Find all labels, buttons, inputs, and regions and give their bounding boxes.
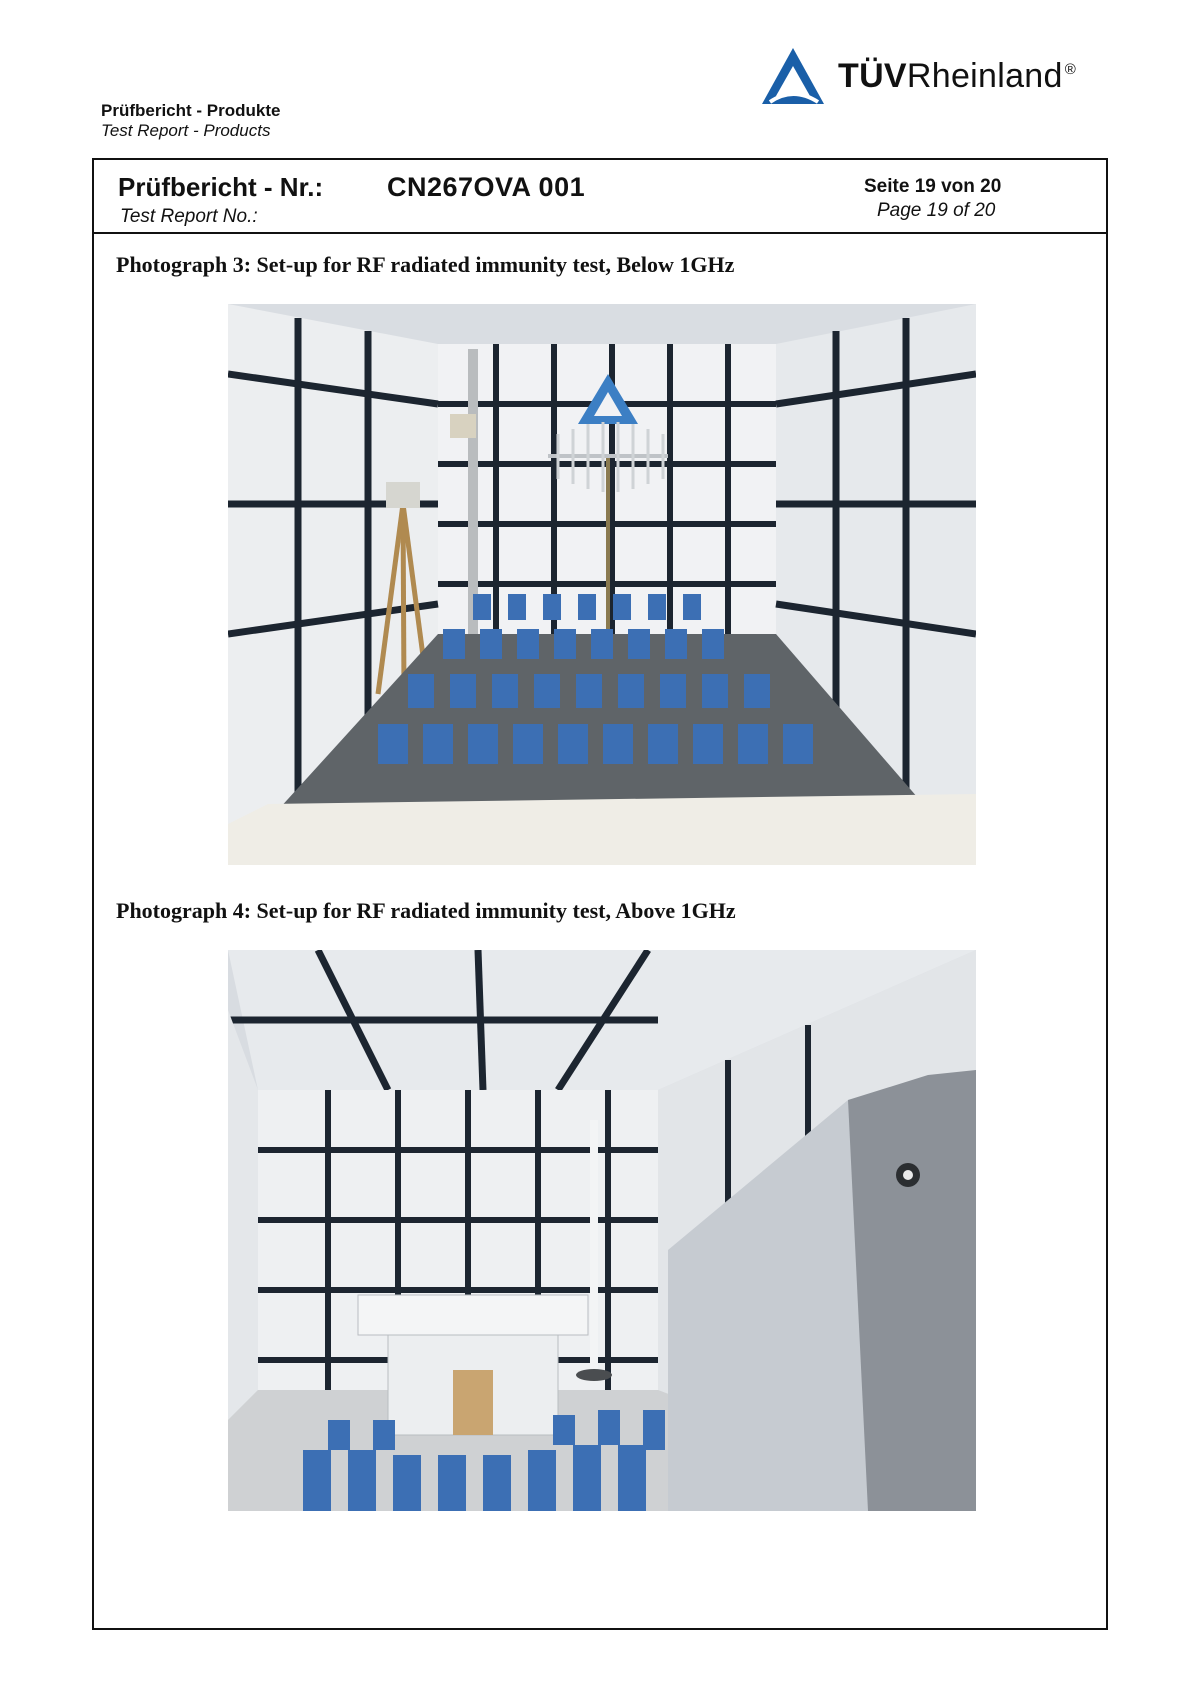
anechoic-chamber-above-1ghz-illustration <box>228 950 976 1511</box>
logo-registered-mark: ® <box>1064 61 1077 79</box>
logo-wordmark <box>838 57 1076 96</box>
tuv-rheinland-logo <box>760 46 1076 106</box>
report-number-label-en: Test Report No.: <box>120 206 258 227</box>
report-number: CN267OVA 001 <box>387 172 586 202</box>
photograph-3-image <box>228 304 976 865</box>
report-header-row <box>94 160 1106 234</box>
photograph-4-caption: Photograph 4: Set-up for RF radiated immunity test, Above 1GHz <box>116 898 736 923</box>
document-type-de: Prüfbericht - Produkte <box>101 101 281 120</box>
tuv-triangle-logo-icon <box>760 46 826 106</box>
logo-brand-bold: TÜV <box>838 56 907 95</box>
photograph-4-image <box>228 950 976 1511</box>
anechoic-chamber-below-1ghz-illustration <box>228 304 976 865</box>
page-number-en: Page 19 of 20 <box>877 200 996 221</box>
document-type <box>101 101 280 140</box>
page-number-de: Seite 19 von 20 <box>864 176 1002 197</box>
photograph-3-caption: Photograph 3: Set-up for RF radiated immunity test, Below 1GHz <box>116 252 735 277</box>
report-number-label: Prüfbericht - Nr.: <box>118 172 324 202</box>
logo-brand-regular: Rheinland <box>906 56 1063 95</box>
document-type-en: Test Report - Products <box>101 120 271 140</box>
report-frame <box>92 158 1108 1630</box>
